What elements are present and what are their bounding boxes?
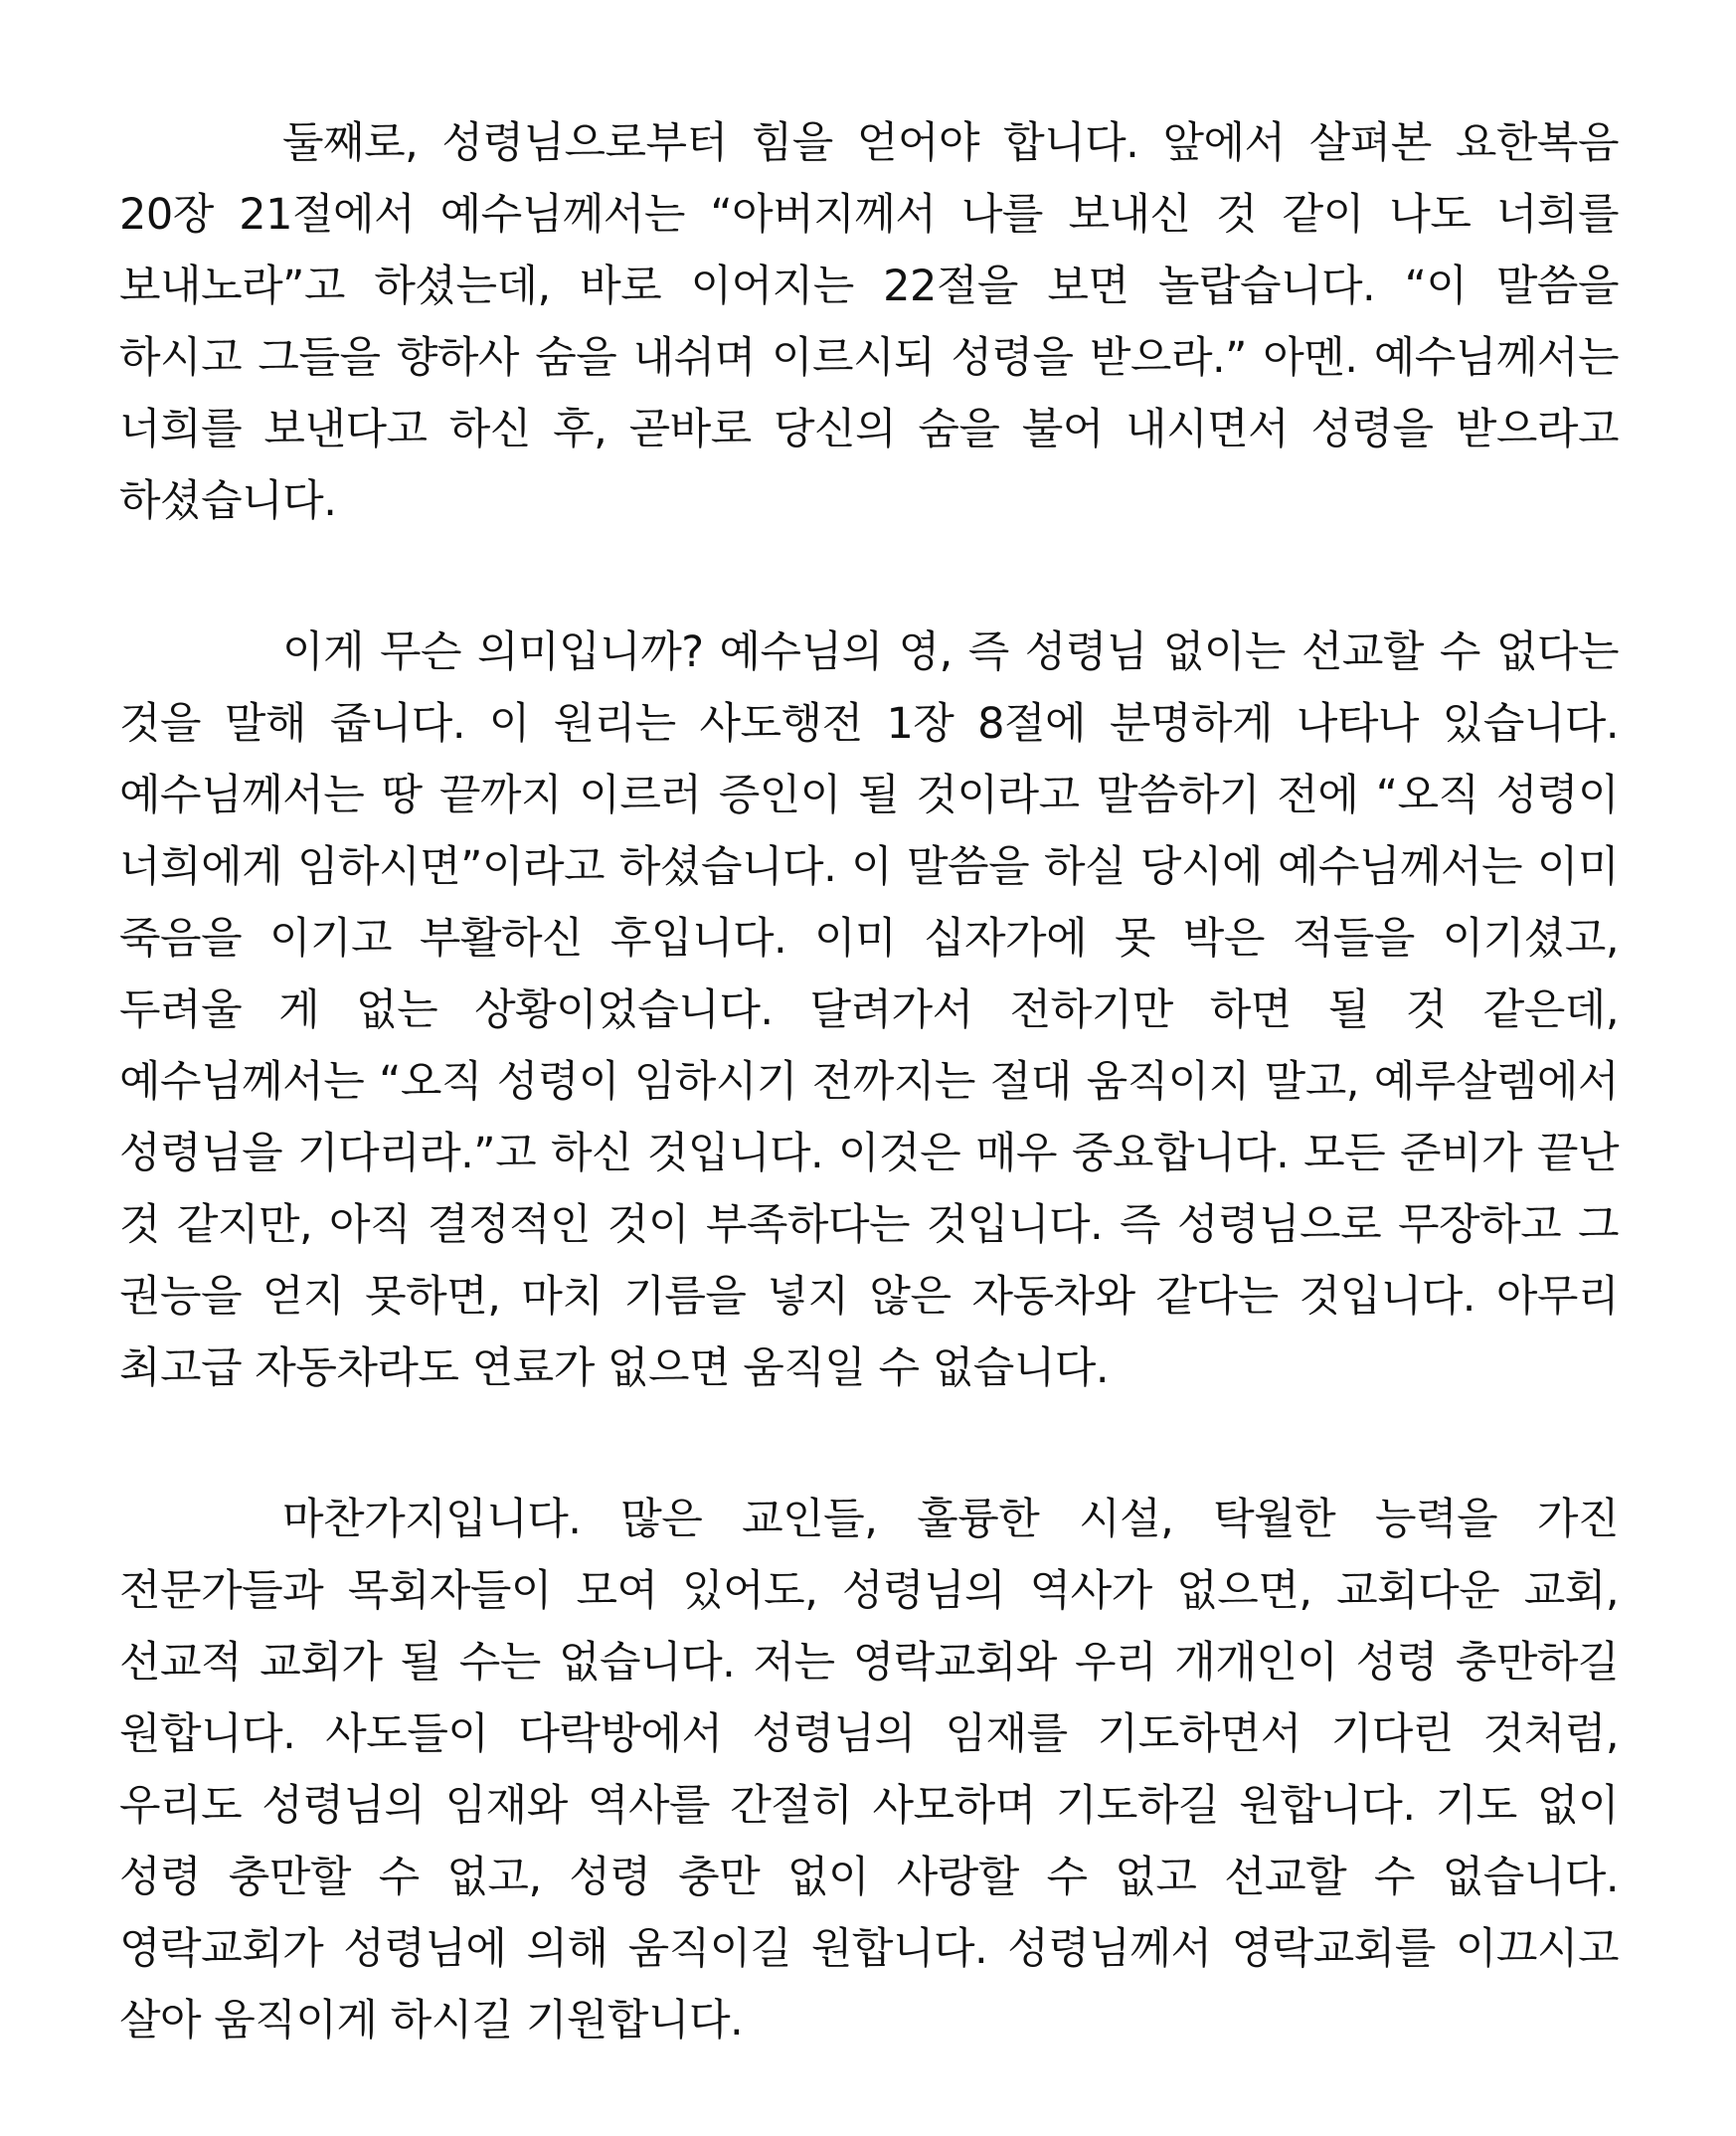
paragraph-1: 둘째로, 성령님으로부터 힘을 얻어야 합니다. 앞에서 살펴본 요한복음 20장 21절에서 예수님께서는 “아버지께서 나를 보내신 것 같이 나도 너희를 보내노라”고 하셨는데, 바로 이어지는 22절을 보면 놀랍습니다. “이 말씀을 하시고 그들을 향하사 숨을 내쉬며 이르시되 성령을 받으라.” 아멘. 예수님께서는 너희를 보낸다고 하신 후, 곧바로 당신의 숨을 불어 내시면서 성령을 받으라고 하셨습니다. xyxy=(119,118,1619,526)
document-page xyxy=(119,107,1619,2136)
paragraph-2: 이게 무슨 의미입니까? 예수님의 영, 즉 성령님 없이는 선교할 수 없다는 것을 말해 줍니다. 이 원리는 사도행전 1장 8절에 분명하게 나타나 있습니다. 예수님께서는 땅 끝까지 이르러 증인이 될 것이라고 말씀하기 전에 “오직 성령이 너희에게 임하시면”이라고 하셨습니다. 이 말씀을 하실 당시에 예수님께서는 이미 죽음을 이기고 부활하신 후입니다. 이미 십자가에 못 박은 적들을 이기셨고, 두려울 게 없는 상황이었습니다. 달려가서 전하기만 하면 될 것 같은데, 예수님께서는 “오직 성령이 임하시기 전까지는 절대 움직이지 말고, 예루살렘에서 성령님을 기다리라.”고 하신 것입니다. 이것은 매우 중요합니다. 모든 준비가 끝난 것 같지만, 아직 결정적인 것이 부족하다는 것입니다. 즉 성령님으로 무장하고 그 권능을 얻지 못하면, 마치 기름을 넣지 않은 자동차와 같다는 것입니다. 아무리 최고급 자동차라도 연료가 없으면 움직일 수 없습니다. xyxy=(119,627,1619,1393)
paragraph-3: 마찬가지입니다. 많은 교인들, 훌륭한 시설, 탁월한 능력을 가진 전문가들과 목회자들이 모여 있어도, 성령님의 역사가 없으면, 교회다운 교회, 선교적 교회가 될 수는 없습니다. 저는 영락교회와 우리 개개인이 성령 충만하길 원합니다. 사도들이 다락방에서 성령님의 임재를 기도하면서 기다린 것처럼, 우리도 성령님의 임재와 역사를 간절히 사모하며 기도하길 원합니다. 기도 없이 성령 충만할 수 없고, 성령 충만 없이 사랑할 수 없고 선교할 수 없습니다. 영락교회가 성령님에 의해 움직이길 원합니다. 성령님께서 영락교회를 이끄시고 살아 움직이게 하시길 기원합니다. xyxy=(119,1495,1619,2046)
